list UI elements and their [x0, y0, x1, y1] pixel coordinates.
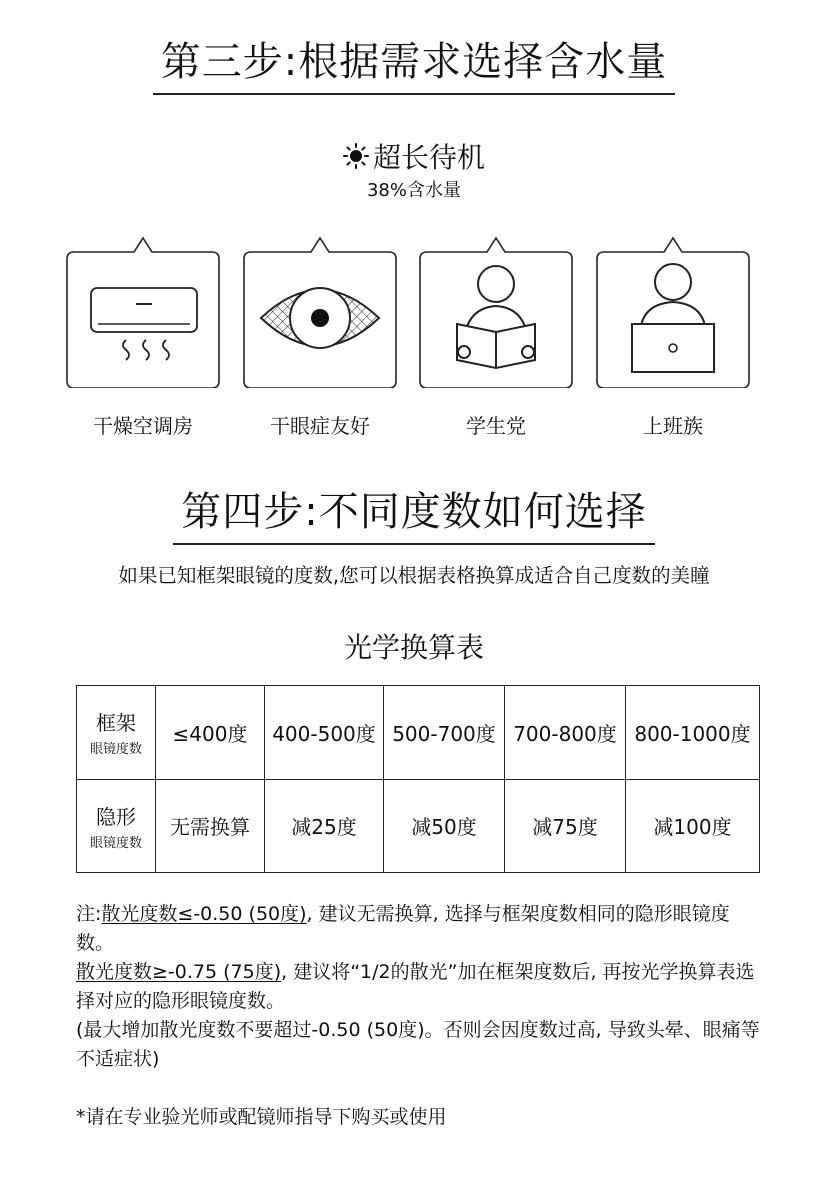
table-row — [77, 686, 760, 780]
step4-heading — [0, 480, 828, 545]
note-2: 散光度数≥-0.75 (75度), 建议将“1/2的散光”加在框架度数后, 再按光学换算表选择对应的隐形眼镜度数。 — [76, 961, 755, 1012]
office-worker-laptop-icon — [596, 232, 750, 388]
table-cell: ≤400度 — [156, 686, 265, 780]
table-cell: 700-800度 — [505, 686, 626, 780]
table-row — [77, 779, 760, 873]
table-cell: 减75度 — [505, 779, 626, 873]
footer-disclaimer: *请在专业验光师或配镜师指导下购买或使用 — [76, 1106, 447, 1128]
feature-title: 超长待机 — [372, 141, 485, 174]
table-cell: 减50度 — [384, 779, 505, 873]
step3-title: 第三步:根据需求选择含水量 — [153, 30, 675, 95]
row-header: 框架 眼镜度数 — [77, 686, 156, 780]
notes-block — [76, 900, 766, 1074]
card-student — [419, 252, 573, 388]
row-header: 隐形 眼镜度数 — [77, 779, 156, 873]
step4-lead-text: 如果已知框架眼镜的度数,您可以根据表格换算成适合自己度数的美瞳 — [118, 564, 710, 587]
table-cell: 减25度 — [265, 779, 384, 873]
card-dry-ac-room — [66, 252, 220, 388]
card-label: 上班族 — [643, 414, 703, 438]
table-cell: 无需换算 — [156, 779, 265, 873]
step3-heading — [0, 30, 828, 95]
card-label: 干眼症友好 — [270, 414, 370, 438]
feature-line — [0, 136, 828, 176]
step4-title: 第四步:不同度数如何选择 — [173, 480, 654, 545]
card-office-worker — [596, 252, 750, 388]
card-label: 干燥空调房 — [93, 414, 193, 438]
optical-conversion-table — [76, 685, 760, 873]
table-cell: 400-500度 — [265, 686, 384, 780]
table-cell: 减100度 — [626, 779, 760, 873]
card-label: 学生党 — [466, 414, 526, 438]
note-1: 注:散光度数≤-0.50 (50度), 建议无需换算, 选择与框架度数相同的隐形眼镜度数。 — [76, 903, 730, 954]
card-dry-eye — [243, 252, 397, 388]
sun-icon — [343, 143, 369, 176]
water-content-subtitle: 38%含水量 — [366, 180, 461, 201]
table-title: 光学换算表 — [343, 631, 484, 664]
air-conditioner-icon — [66, 232, 220, 388]
eye-icon — [243, 232, 397, 388]
note-3: (最大增加散光度数不要超过-0.50 (50度)。否则会因度数过高, 导致头晕、眼痛等不适症状) — [76, 1019, 760, 1070]
student-reading-icon — [419, 232, 573, 388]
table-cell: 500-700度 — [384, 686, 505, 780]
table-cell: 800-1000度 — [626, 686, 760, 780]
